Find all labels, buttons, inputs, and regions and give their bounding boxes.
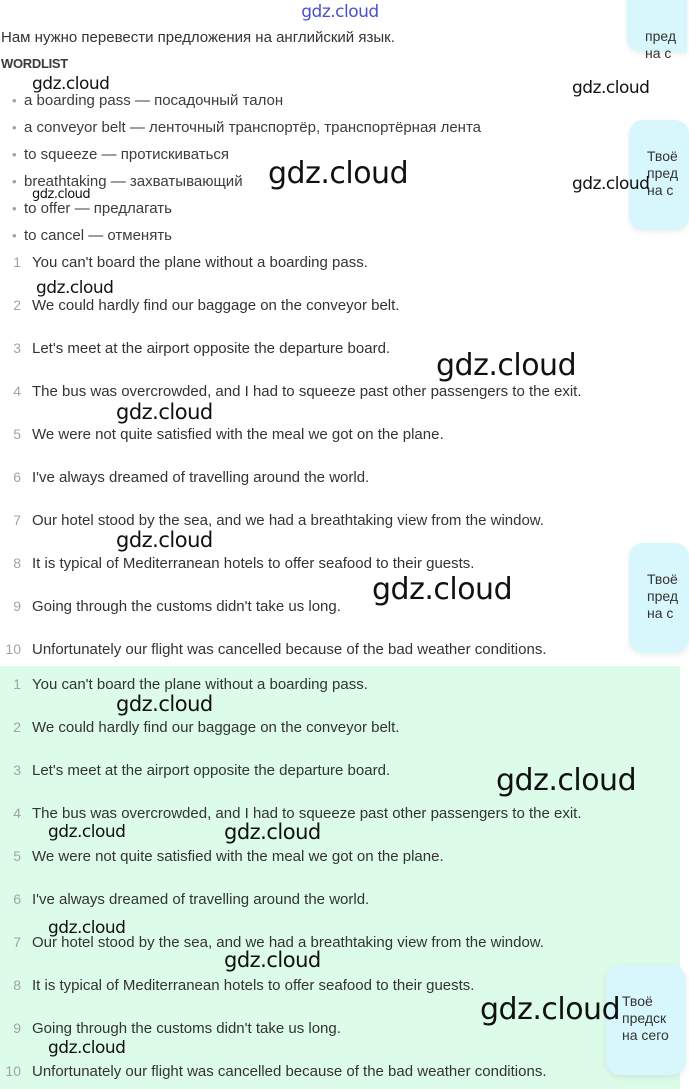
sentence-number: 1: [13, 254, 21, 270]
sentence-row: [0, 426, 680, 443]
answer-row: [0, 891, 680, 908]
bullet-icon: •: [12, 201, 17, 216]
sentence-row: [0, 469, 680, 486]
watermark: gdz.cloud: [224, 820, 321, 844]
answer-row: [0, 848, 680, 865]
sentence-number: 6: [13, 469, 21, 485]
answer-text: Let's meet at the airport opposite the departure board.: [32, 762, 391, 779]
watermark: gdz.cloud: [436, 348, 577, 383]
sentence-row: [0, 383, 680, 400]
watermark: gdz.cloud: [480, 992, 621, 1027]
sentence-number: 8: [13, 555, 21, 571]
watermark: gdz.cloud: [268, 156, 409, 191]
watermark: gdz.cloud: [48, 1038, 126, 1058]
promo-popup[interactable]: [629, 543, 689, 653]
answer-number: 8: [13, 977, 21, 993]
answer-number: 9: [13, 1020, 21, 1036]
sentence-row: [0, 512, 680, 529]
sentence-number: 4: [13, 383, 21, 399]
answer-number: 5: [13, 848, 21, 864]
answer-row: [0, 1063, 680, 1080]
answer-text: It is typical of Mediterranean hotels to offer seafood to their guests.: [32, 977, 475, 994]
watermark: gdz.cloud: [32, 187, 91, 202]
sentence-text: Our hotel stood by the sea, and we had a breathtaking view from the window.: [32, 512, 544, 529]
sentence-number: 3: [13, 340, 21, 356]
instruction-text: Нам нужно перевести предложения на английский язык.: [1, 29, 395, 46]
sentence-row: [0, 254, 680, 271]
watermark: gdz.cloud: [116, 400, 213, 424]
sentence-number: 2: [13, 297, 21, 313]
answer-number: 3: [13, 762, 21, 778]
wordlist-item-text: to cancel — отменять: [24, 227, 173, 244]
sentence-text: The bus was overcrowded, and I had to squeeze past other passengers to the exit.: [32, 383, 582, 400]
sentence-row: [0, 598, 680, 615]
sentence-text: Going through the customs didn't take us long.: [32, 598, 341, 615]
watermark: gdz.cloud: [572, 78, 650, 98]
watermark: gdz.cloud: [32, 74, 110, 94]
answer-number: 1: [13, 676, 21, 692]
sentence-row: [0, 555, 680, 572]
wordlist-item: [12, 227, 172, 244]
promo-popup-line: на с: [647, 182, 674, 198]
wordlist-item: [12, 92, 283, 109]
answer-text: The bus was overcrowded, and I had to squeeze past other passengers to the exit.: [32, 805, 582, 822]
answer-text: Going through the customs didn't take us long.: [32, 1020, 341, 1037]
bullet-icon: •: [12, 147, 17, 162]
promo-popup-line: пред: [647, 165, 679, 181]
watermark: gdz.cloud: [116, 528, 213, 552]
sentence-number: 10: [5, 641, 21, 657]
promo-popup-line: на сего: [622, 1027, 669, 1043]
answer-text: I've always dreamed of travelling around the world.: [32, 891, 370, 908]
wordlist-title: WORDLIST: [1, 56, 68, 71]
sentence-text: We could hardly find our baggage on the conveyor belt.: [32, 297, 400, 314]
answer-row: [0, 719, 680, 736]
wordlist-item-text: to offer — предлагать: [24, 200, 172, 217]
promo-popup-line: Твоё: [647, 148, 678, 164]
wordlist-item-text: a conveyor belt — ленточный транспортёр, транспортёрная лента: [24, 119, 481, 136]
promo-popup-line: Твоё: [647, 571, 678, 587]
answer-text: Unfortunately our flight was cancelled because of the bad weather conditions.: [32, 1063, 547, 1080]
bullet-icon: •: [12, 93, 17, 108]
watermark: gdz.cloud: [572, 174, 650, 194]
sentence-row: [0, 340, 680, 357]
watermark: gdz.cloud: [224, 948, 321, 972]
promo-popup-line: на с: [645, 45, 672, 61]
wordlist-item-text: breathtaking — захватывающий: [24, 173, 243, 190]
answer-number: 6: [13, 891, 21, 907]
promo-popup[interactable]: [627, 0, 687, 61]
watermark: gdz.cloud: [48, 822, 126, 842]
bullet-icon: •: [12, 174, 17, 189]
answer-row: [0, 676, 680, 693]
watermark: gdz.cloud: [372, 572, 513, 607]
promo-popup-line: на с: [647, 605, 674, 621]
sentence-number: 7: [13, 512, 21, 528]
promo-popup-line: предск: [622, 1010, 667, 1026]
site-logo[interactable]: gdz.cloud: [301, 2, 379, 22]
bullet-icon: •: [12, 120, 17, 135]
wordlist-item: [12, 146, 229, 163]
watermark: gdz.cloud: [496, 763, 637, 798]
answer-number: 7: [13, 934, 21, 950]
watermark: gdz.cloud: [48, 918, 126, 938]
answer-number: 4: [13, 805, 21, 821]
answer-text: We were not quite satisfied with the meal we got on the plane.: [32, 848, 444, 865]
wordlist-item: [12, 119, 481, 136]
answer-text: We could hardly find our baggage on the conveyor belt.: [32, 719, 400, 736]
sentence-row: [0, 641, 680, 658]
sentence-number: 5: [13, 426, 21, 442]
sentence-text: I've always dreamed of travelling around the world.: [32, 469, 370, 486]
sentence-text: You can't board the plane without a boarding pass.: [32, 254, 368, 271]
sentence-text: Unfortunately our flight was cancelled because of the bad weather conditions.: [32, 641, 547, 658]
answer-number: 2: [13, 719, 21, 735]
answer-text: Our hotel stood by the sea, and we had a breathtaking view from the window.: [32, 934, 544, 951]
wordlist-item: [12, 200, 172, 217]
promo-popup-line: пред: [647, 588, 679, 604]
promo-popup-line: Твоё: [622, 993, 653, 1009]
wordlist-item-text: to squeeze — протискиваться: [24, 146, 230, 163]
sentence-row: [0, 297, 680, 314]
sentence-text: We were not quite satisfied with the meal we got on the plane.: [32, 426, 444, 443]
watermark: gdz.cloud: [116, 692, 213, 716]
sentence-number: 9: [13, 598, 21, 614]
watermark: gdz.cloud: [36, 278, 114, 298]
sentence-text: It is typical of Mediterranean hotels to offer seafood to their guests.: [32, 555, 475, 572]
answer-number: 10: [5, 1063, 21, 1079]
wordlist-item-text: a boarding pass — посадочный талон: [24, 92, 284, 109]
bullet-icon: •: [12, 228, 17, 243]
sentence-text: Let's meet at the airport opposite the departure board.: [32, 340, 391, 357]
answer-text: You can't board the plane without a boarding pass.: [32, 676, 368, 693]
answer-row: [0, 805, 680, 822]
promo-popup-line: пред: [645, 28, 677, 44]
